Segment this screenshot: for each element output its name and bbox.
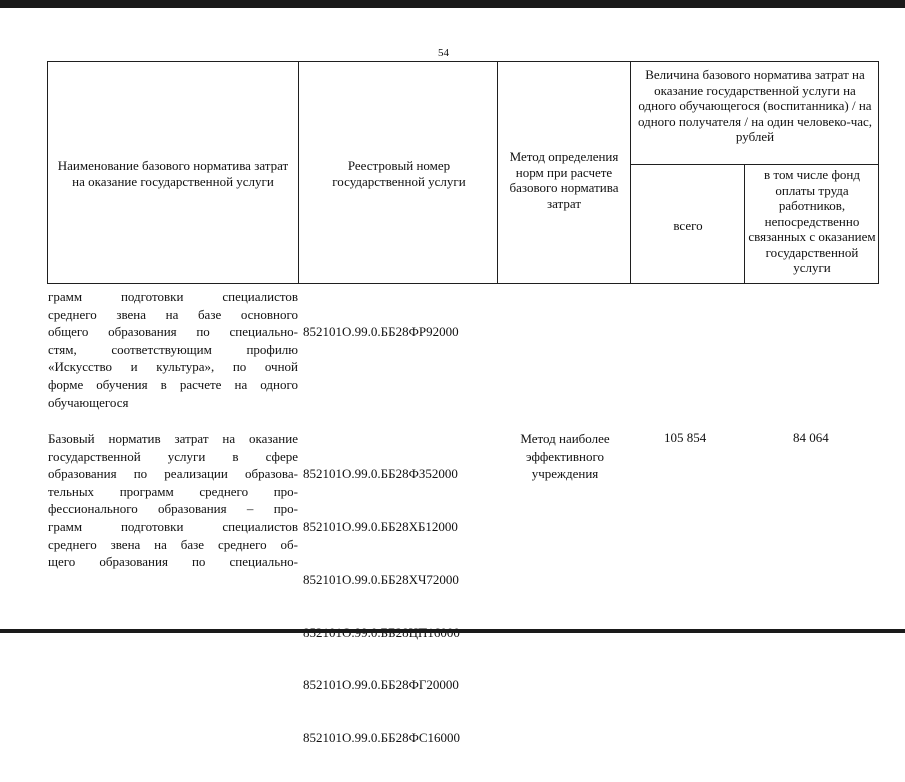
header-value-group-text: Величина базового норматива затрат на оказание государственной услуги на одного обучающегося (воспитанника) / на одного получателя / на один человеко-час, рублей: [637, 67, 873, 144]
row-fund-value: 84 064: [793, 430, 829, 445]
header-fund-text: в том числе фонд оплаты труда работников, непосредственно связанных с оказанием государственной услуги: [748, 167, 876, 275]
scan-bottom-edge: [0, 629, 905, 633]
page-number: 54: [438, 47, 449, 59]
header-name-text: Наименование базового норматива затрат на оказание государственной услуги: [57, 158, 289, 189]
header-registry-text: Реестровый номер государственной услуги: [332, 158, 466, 189]
row-registry-codes: 852101О.99.0.ББ28ФЗ52000 852101О.99.0.ББ28ХБ12000 852101О.99.0.ББ28ХЧ72000 852101О.99.0.ББ28ФГ20000 852101О.99.0.ББ28ФС16000: [303, 466, 461, 746]
row-name-text: Базовый норматив затрат на оказание государственной услуги в сфере образования по реализации образова- тельных программ среднего про- фессионального образования – про- грамм подготовки специалистов среднего звена на базе среднего об- щего образования по специально-: [48, 431, 298, 570]
scan-top-edge: [0, 0, 905, 8]
row-method-text: Метод наиболее эффективного учреждения: [520, 431, 610, 482]
header-total-text: всего: [673, 218, 703, 233]
header-method-text: Метод определения норм при расчете базового норматива затрат: [509, 149, 619, 211]
row-name-text: грамм подготовки специалистов среднего звена на базе основного общего образования по специально- стям, соответствующим профилю «Искусство и культура», по очной форме обучения в расчете на одного обучающегося: [48, 289, 298, 410]
row-total-value: 105 854: [664, 430, 707, 445]
row-registry-codes: 852101О.99.0.ББ28ФР92000: [303, 324, 459, 340]
